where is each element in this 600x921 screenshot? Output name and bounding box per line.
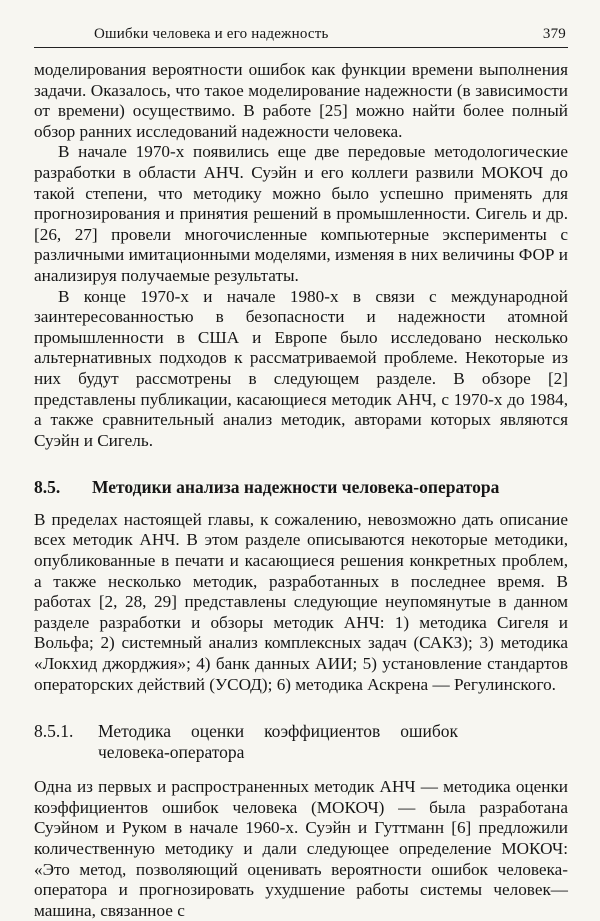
section-heading — [34, 477, 568, 498]
subsection-title: Методика оценки коэффициентов ошибок человека-оператора — [98, 721, 458, 763]
section-title: Методики анализа надежности человека-оператора — [92, 477, 500, 498]
subsection-heading — [34, 721, 568, 763]
book-page — [34, 26, 568, 921]
page-body — [34, 60, 568, 921]
section-number: 8.5. — [34, 477, 61, 498]
paragraph: В пределах настоящей главы, к сожалению, невозможно дать описание всех методик АНЧ. В этом разделе описываются некоторые методики, опубликованные в печати и касающиеся решения конкретных проблем, а также несколько методик, разработанных в последнее время. В работах [2, 28, 29] представлены следующие неупомянутые в данном разделе разработки и обзоры методик АНЧ: 1) методика Сигеля и Вольфа; 2) системный анализ комплексных задач (САКЗ); 3) методика «Локхид джорджия»; 4) банк данных АИИ; 5) установление стандартов операторских действий (УСОД); 6) методика Аскрена — Регулинского. — [34, 509, 568, 694]
paragraph: Одна из первых и распространенных методик АНЧ — методика оценки коэффициентов ошибок человека (МОКОЧ) — была разработана Суэйном и Руком в начале 1960-х. Суэйн и Гуттманн [6] предложили количественную методику и дали следующее определение МОКОЧ: «Это метод, позволяющий оценивать вероятности ошибок человека-оператора и прогнозировать ухудшение работы системы человек—машина, связанное с — [34, 777, 568, 920]
running-header — [34, 26, 568, 48]
subsection-number: 8.5.1. — [34, 721, 74, 742]
paragraph: моделирования вероятности ошибок как функции времени выполнения задачи. Оказалось, что такое моделирование надежности (в зависимости от времени) осуществимо. В работе [25] можно найти более полный обзор ранних исследований надежности человека. — [34, 60, 568, 141]
paragraph: В конце 1970-х и начале 1980-х в связи с международной заинтересованностью в безопасности и надежности атомной промышленности в США и Европе было исследовано несколько альтернативных подходов к рассматриваемой проблеме. Некоторые из них будут рассмотрены в следующем разделе. В обзоре [2] представлены публикации, касающиеся методик АНЧ, с 1970-х до 1984, а также сравнительный анализ методик, авторами которых являются Суэйн и Сигель. — [34, 286, 568, 450]
paragraph: В начале 1970-х появились еще две передовые методологические разработки в области АНЧ. Суэйн и его коллеги развили МОКОЧ до такой степени, что методику можно было успешно применять для прогнозирования и принятия решений в промышленности. Сигель и др. [26, 27] провели многочисленные компьютерные эксперименты с различными имитационными моделями, изменяя в них величины ФОР и анализируя получаемые результаты. — [34, 142, 568, 285]
running-title: Ошибки человека и его надежность — [94, 26, 329, 42]
page-number: 379 — [542, 26, 566, 42]
